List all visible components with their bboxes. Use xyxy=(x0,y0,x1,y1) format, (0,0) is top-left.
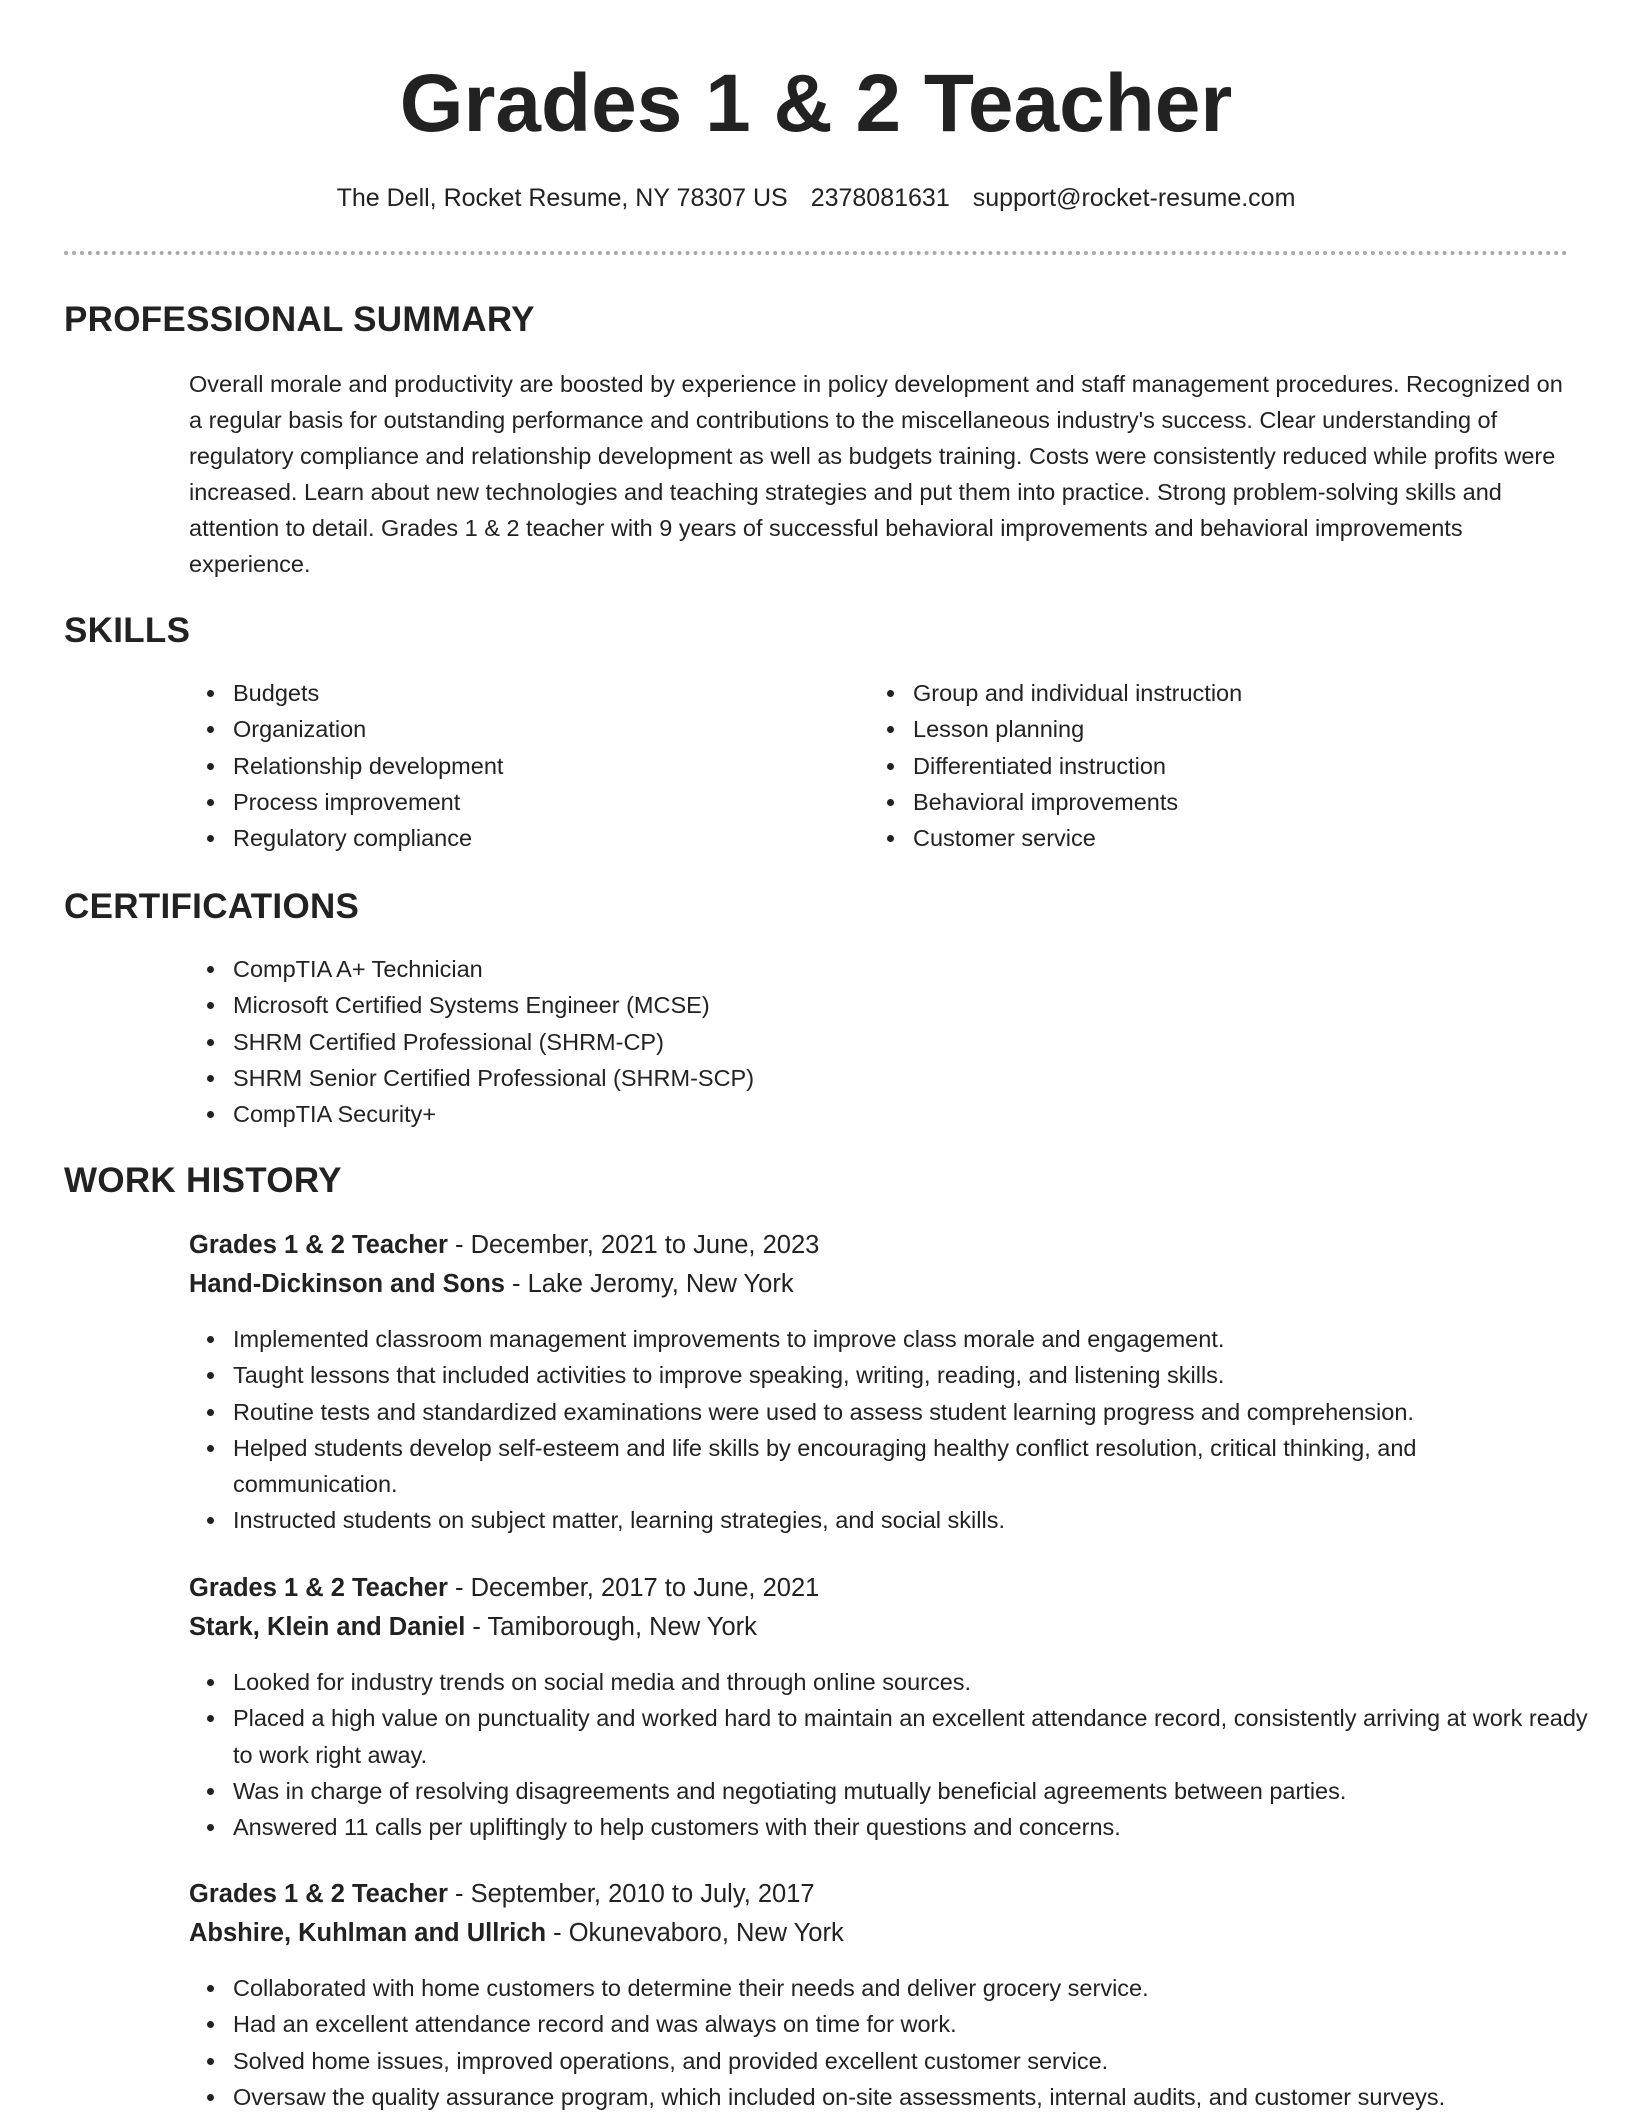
job-title-line xyxy=(189,1875,815,1913)
job-company-line xyxy=(189,1608,757,1646)
job-location: - Okunevaboro, New York xyxy=(546,1919,844,1947)
job-company: Hand-Dickinson and Sons xyxy=(189,1270,505,1298)
certification-item: CompTIA Security+ xyxy=(233,1096,1533,1132)
job-bullet: Placed a high value on punctuality and worked hard to maintain an excellent attendance record, consistently arriving at work ready to work right away. xyxy=(233,1700,1613,1773)
job-dates: - December, 2021 to June, 2023 xyxy=(447,1231,820,1259)
summary-text: Overall morale and productivity are boosted by experience in policy development and staff management procedures. Recognized on a regular basis for outstanding performance and contributions to the miscellaneous industry's success. Clear understanding of regulatory compliance and relationship development as well as budgets training. Costs were consistently reduced while profits were increased. Learn about new technologies and teaching strategies and put them into practice. Strong problem-solving skills and attention to detail. Grades 1 & 2 teacher with 9 years of successful behavioral improvements and behavioral improvements experience. xyxy=(189,371,1563,577)
job-bullet: Was in charge of resolving disagreements and negotiating mutually beneficial agreements between parties. xyxy=(233,1773,1613,1809)
job-company-line xyxy=(189,1265,794,1303)
contact-line xyxy=(0,180,1632,216)
skills-list-left xyxy=(189,675,863,856)
job-location: - Tamiborough, New York xyxy=(465,1613,757,1641)
job-bullet: Answered 11 calls per upliftingly to help customers with their questions and concerns. xyxy=(233,1809,1613,1845)
skill-item: Behavioral improvements xyxy=(913,784,1563,820)
skill-item: Differentiated instruction xyxy=(913,748,1563,784)
skill-item: Customer service xyxy=(913,820,1563,856)
job-location: - Lake Jeromy, New York xyxy=(504,1270,794,1298)
job-bullet: Routine tests and standardized examinations were used to assess student learning progress and comprehension. xyxy=(233,1394,1571,1430)
job-title: Grades 1 & 2 Teacher xyxy=(189,1574,448,1602)
summary-heading: PROFESSIONAL SUMMARY xyxy=(64,300,535,339)
contact-phone: 2378081631 xyxy=(810,184,950,212)
job-dates: - September, 2010 to July, 2017 xyxy=(447,1880,815,1908)
resume-name: Grades 1 & 2 Teacher xyxy=(399,58,1233,149)
job-bullet: Implemented classroom management improvements to improve class morale and engagement. xyxy=(233,1321,1571,1357)
skill-item: Regulatory compliance xyxy=(233,820,863,856)
job-bullet: Had an excellent attendance record and was always on time for work. xyxy=(233,2006,1613,2042)
job-company-line xyxy=(189,1914,844,1952)
job-bullet: Oversaw the quality assurance program, which included on-site assessments, internal audits, and customer surveys. xyxy=(233,2079,1613,2112)
job-bullets xyxy=(189,1664,1613,1845)
certification-item: SHRM Certified Professional (SHRM-CP) xyxy=(233,1024,1533,1060)
skill-item: Group and individual instruction xyxy=(913,675,1563,711)
certifications-list xyxy=(189,951,1533,1132)
certifications-heading: CERTIFICATIONS xyxy=(64,887,360,926)
contact-address: The Dell, Rocket Resume, NY 78307 US xyxy=(336,184,788,212)
job-company: Stark, Klein and Daniel xyxy=(189,1613,466,1641)
job-company: Abshire, Kuhlman and Ullrich xyxy=(189,1919,547,1947)
header-divider xyxy=(64,251,1568,255)
job-bullets xyxy=(189,1970,1613,2112)
job-bullet: Collaborated with home customers to determine their needs and deliver grocery service. xyxy=(233,1970,1613,2006)
job-dates: - December, 2017 to June, 2021 xyxy=(447,1574,820,1602)
skills-heading: SKILLS xyxy=(64,611,191,650)
work-history-heading: WORK HISTORY xyxy=(64,1161,342,1200)
job-title: Grades 1 & 2 Teacher xyxy=(189,1231,448,1259)
skill-item: Relationship development xyxy=(233,748,863,784)
skill-item: Lesson planning xyxy=(913,711,1563,747)
job-bullet: Solved home issues, improved operations, and provided excellent customer service. xyxy=(233,2043,1613,2079)
job-title-line xyxy=(189,1226,819,1264)
job-bullet: Taught lessons that included activities to improve speaking, writing, reading, and listening skills. xyxy=(233,1357,1571,1393)
skills-list-right xyxy=(869,675,1563,856)
skill-item: Budgets xyxy=(233,675,863,711)
job-title: Grades 1 & 2 Teacher xyxy=(189,1880,448,1908)
job-bullet: Helped students develop self-esteem and life skills by encouraging healthy conflict resolution, critical thinking, and communication. xyxy=(233,1430,1571,1503)
job-bullets xyxy=(189,1321,1571,1539)
job-title-line xyxy=(189,1569,819,1607)
certification-item: Microsoft Certified Systems Engineer (MCSE) xyxy=(233,987,1533,1023)
skill-item: Organization xyxy=(233,711,863,747)
skill-item: Process improvement xyxy=(233,784,863,820)
job-bullet: Instructed students on subject matter, learning strategies, and social skills. xyxy=(233,1502,1571,1538)
job-bullet: Looked for industry trends on social media and through online sources. xyxy=(233,1664,1613,1700)
certification-item: SHRM Senior Certified Professional (SHRM-SCP) xyxy=(233,1060,1533,1096)
certification-item: CompTIA A+ Technician xyxy=(233,951,1533,987)
contact-email: support@rocket-resume.com xyxy=(972,184,1296,212)
